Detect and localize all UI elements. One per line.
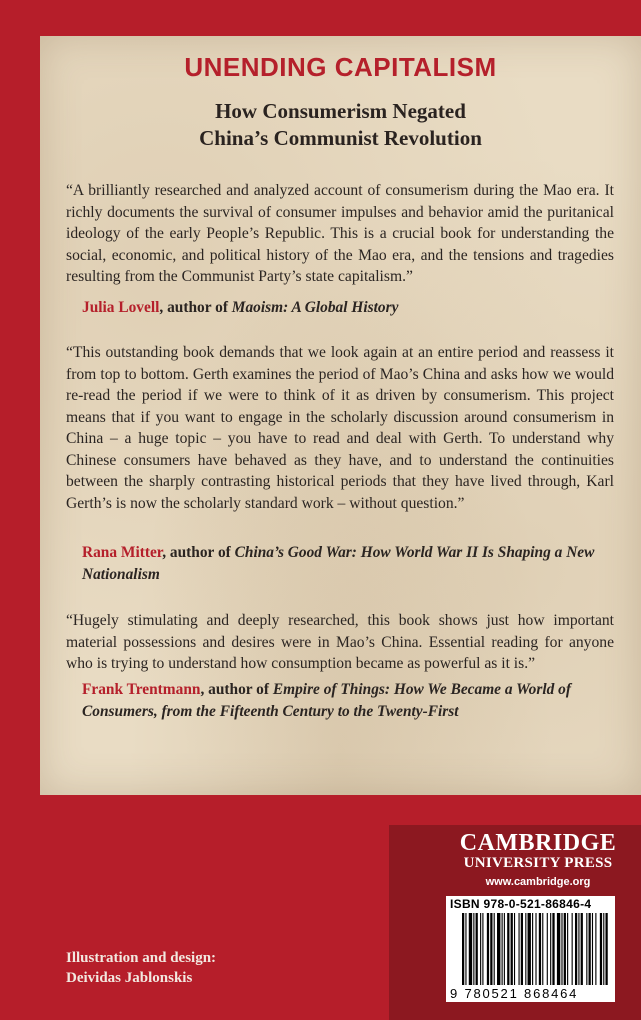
isbn-text: ISBN 978-0-521-86846-4	[450, 897, 592, 911]
barcode-bar	[547, 913, 548, 985]
barcode-bar	[514, 913, 515, 985]
endorser-name-2: Rana Mitter	[82, 544, 163, 561]
barcode-bars	[462, 913, 610, 987]
endorser-work-1: Maoism: A Global History	[231, 299, 399, 316]
design-credit	[66, 948, 326, 988]
publisher-website: www.cambridge.org	[485, 876, 591, 888]
barcode-bar	[539, 913, 541, 985]
barcode-bar	[490, 913, 492, 985]
barcode-bar	[578, 913, 579, 985]
barcode-bar	[575, 913, 577, 985]
barcode-bar	[494, 913, 495, 985]
barcode-bar	[592, 913, 593, 985]
publisher-subtitle: UNIVERSITY PRESS	[463, 855, 613, 871]
barcode-bar	[465, 913, 466, 985]
barcode-bar	[557, 913, 560, 985]
barcode-bar	[511, 913, 513, 985]
endorsement-quote-3: “Hugely stimulating and deeply researched, this book shows just how important material possessions and desires were in Mao’s China. Essential reading for anyone who is trying to understand how consumption became as powerful as it is.”	[66, 612, 614, 672]
barcode-bar	[476, 913, 478, 985]
barcode-bar	[525, 913, 526, 985]
subtitle-line-1: How Consumerism Negated	[215, 99, 466, 123]
barcode-bar	[567, 913, 568, 985]
barcode-bar	[605, 913, 607, 985]
book-title: UNENDING CAPITALISM	[184, 52, 497, 82]
endorsement-attribution-2	[82, 542, 617, 585]
endorsement-attribution-1	[82, 297, 617, 319]
barcode-bar	[603, 913, 604, 985]
barcode-bar	[497, 913, 500, 985]
endorser-name-3: Frank Trentmann	[82, 681, 201, 698]
barcode-bar	[535, 913, 536, 985]
barcode-bar	[572, 913, 573, 985]
endorsement-quote-2: “This outstanding book demands that we look again at an entire period and reassess it from top to bottom. Gerth examines the period of Mao’s China and asks how we would re-read the period if we were to think of it as driven by consumerism. This project means that if you want to engage in the scholarly discussion around consumerism in China – a huge topic – you have to read and deal with Gerth. To understand why Chinese consumers have behaved as they have, and to understand the continuities between the sharply contrasting historical periods that they have lived through, Karl Gerth’s is now the scholarly standard work – without question.”	[66, 344, 614, 512]
endorser-role-1: , author of	[159, 299, 232, 316]
endorser-name-1: Julia Lovell	[82, 299, 160, 316]
barcode-bar	[469, 913, 472, 985]
design-credit-name: Deividas Jablonskis	[66, 970, 193, 986]
barcode-bar	[581, 913, 583, 985]
barcode-bar	[504, 913, 505, 985]
barcode-bar	[518, 913, 519, 985]
endorser-role-3: , author of	[200, 681, 273, 698]
barcode-bar	[550, 913, 551, 985]
endorser-work-2: China’s Good War: How World War II Is Shaping a New Nationalism	[82, 544, 595, 583]
endorser-work-3: Empire of Things: How We Became a World of Consumers, from the Fifteenth Century to the Twenty-First	[82, 681, 571, 720]
barcode-bar	[586, 913, 587, 985]
barcode-bar	[521, 913, 523, 985]
design-credit-label: Illustration and design:	[66, 950, 217, 966]
subtitle-line-2: China’s Communist Revolution	[199, 126, 482, 150]
barcode-bar	[487, 913, 489, 985]
barcode-bar	[507, 913, 509, 985]
endorser-role-2: , author of	[162, 544, 235, 561]
barcode-bar	[480, 913, 481, 985]
barcode-bar	[600, 913, 602, 985]
barcode-bar	[595, 913, 596, 985]
barcode-bar	[473, 913, 474, 985]
publisher-name: CAMBRIDGE	[459, 830, 617, 856]
endorsement-attribution-3	[82, 679, 617, 722]
barcode-bar	[528, 913, 531, 985]
barcode-digits: 9 780521 868464	[450, 986, 579, 1001]
barcode-bar	[561, 913, 562, 985]
barcode-bar	[502, 913, 503, 985]
barcode-bar	[532, 913, 533, 985]
barcode-bar	[552, 913, 554, 985]
endorsement-quote-1: “A brilliantly researched and analyzed account of consumerism during the Mao era. It richly documents the survival of consumer impulses and behavior amid the puritanical ideology of the early People’s Republic. This is a crucial book for understanding the social, economic, and political history of the Mao era, and the tensions and tragedies resulting from the Communist Party’s state capitalism.”	[66, 182, 614, 285]
barcode-bar	[462, 913, 464, 985]
barcode-bar	[589, 913, 591, 985]
barcode-bar	[564, 913, 566, 985]
barcode-bar	[542, 913, 543, 985]
barcode-bar	[482, 913, 483, 985]
book-subtitle	[40, 98, 641, 152]
